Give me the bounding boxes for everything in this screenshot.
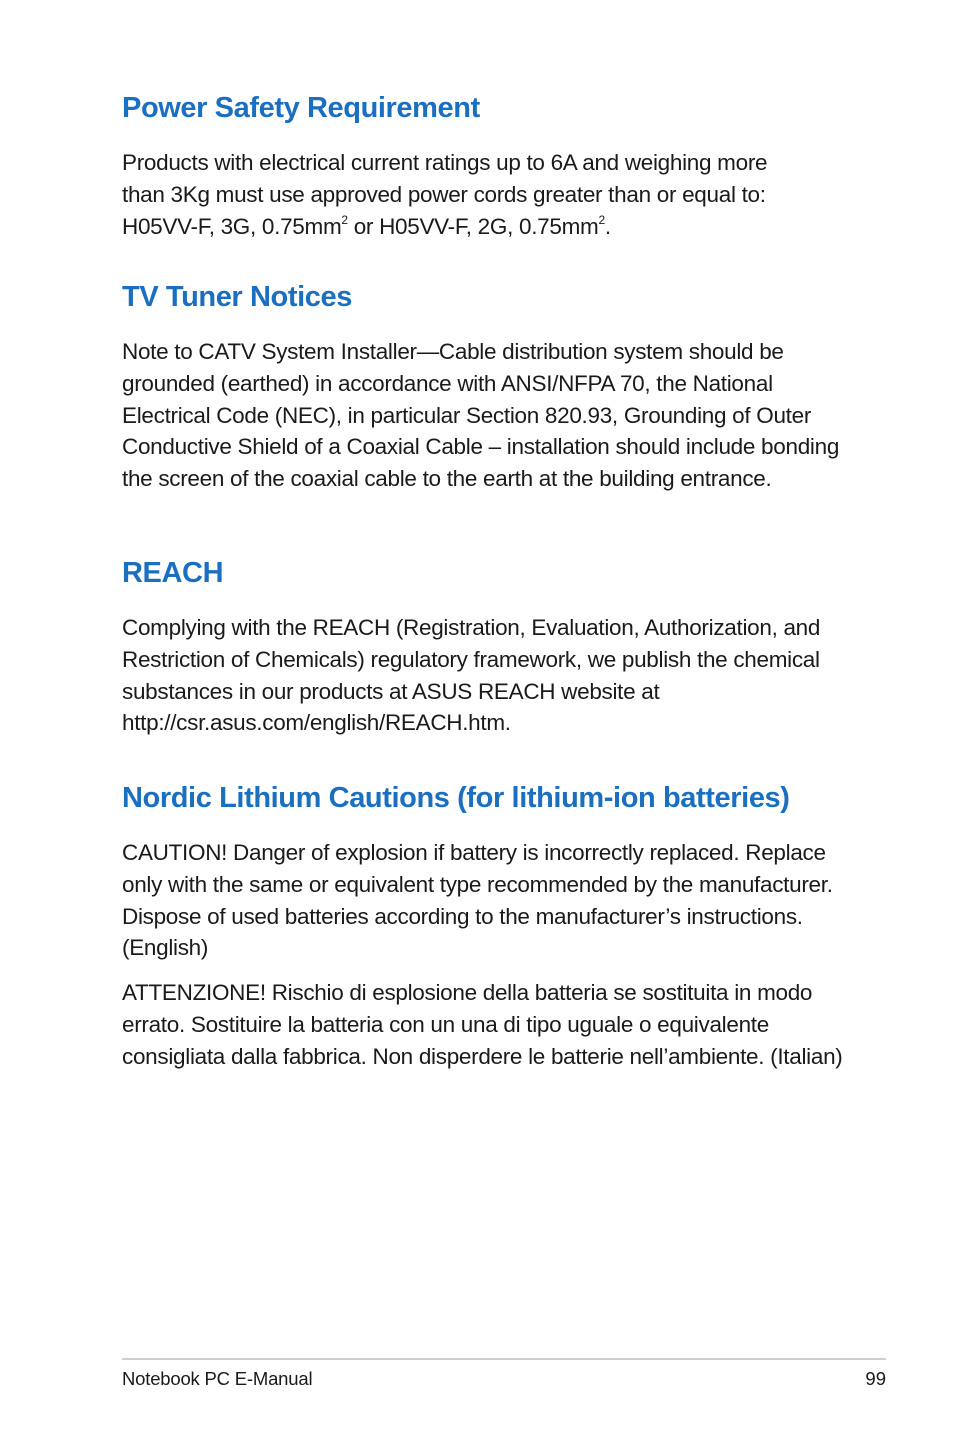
heading-tv-tuner: TV Tuner Notices [122, 281, 352, 313]
footer-rule [122, 1358, 886, 1360]
power-safety-line-3a: H05VV-F, 3G, 0.75mm [122, 213, 342, 239]
power-safety-line-3b: or H05VV-F, 2G, 0.75mm [347, 213, 599, 239]
paragraph-caution-italian: ATTENZIONE! Rischio di esplosione della batteria se sostituita in modo errato. Sostituire la batteria con un una di tipo uguale o equivalente consigliata dalla fabbrica. Non disperdere le batterie nell’ambiente. (Italian) [122, 980, 843, 1069]
footer-manual-title: Notebook PC E-Manual [122, 1368, 313, 1389]
paragraph-tv-tuner: Note to CATV System Installer—Cable distribution system should be grounded (earthed) in accordance with ANSI/NFPA 70, the National Electrical Code (NEC), in particular Section 820.93, Grounding of Outer Conductive Shield of a Coaxial Cable – installation should include bonding the screen of the coaxial cable to the earth at the building entrance. [122, 339, 840, 492]
superscript-squared: 2 [598, 212, 605, 227]
paragraph-power-safety [122, 147, 852, 242]
power-safety-line-1: Products with electrical current ratings up to 6A and weighing more [122, 150, 768, 175]
heading-nordic-lithium: Nordic Lithium Cautions (for lithium-ion batteries) [122, 782, 790, 814]
paragraph-reach: Complying with the REACH (Registration, Evaluation, Authorization, and Restriction of Chemicals) regulatory framework, we publish the chemical substances in our products at ASUS REACH website at http://csr.asus.com/english/REACH.htm. [122, 615, 821, 736]
power-safety-line-3c: . [604, 213, 611, 239]
power-safety-line-2: than 3Kg must use approved power cords greater than or equal to: [122, 181, 766, 207]
superscript-squared: 2 [341, 212, 348, 227]
heading-reach: REACH [122, 557, 224, 589]
heading-power-safety: Power Safety Requirement [122, 92, 480, 124]
footer-page-number: 99 [865, 1368, 886, 1389]
paragraph-caution-english: CAUTION! Danger of explosion if battery is incorrectly replaced. Replace only with the same or equivalent type recommended by the manufacturer. Dispose of used batteries according to the manufacturer’s instructions. (English) [122, 840, 833, 961]
